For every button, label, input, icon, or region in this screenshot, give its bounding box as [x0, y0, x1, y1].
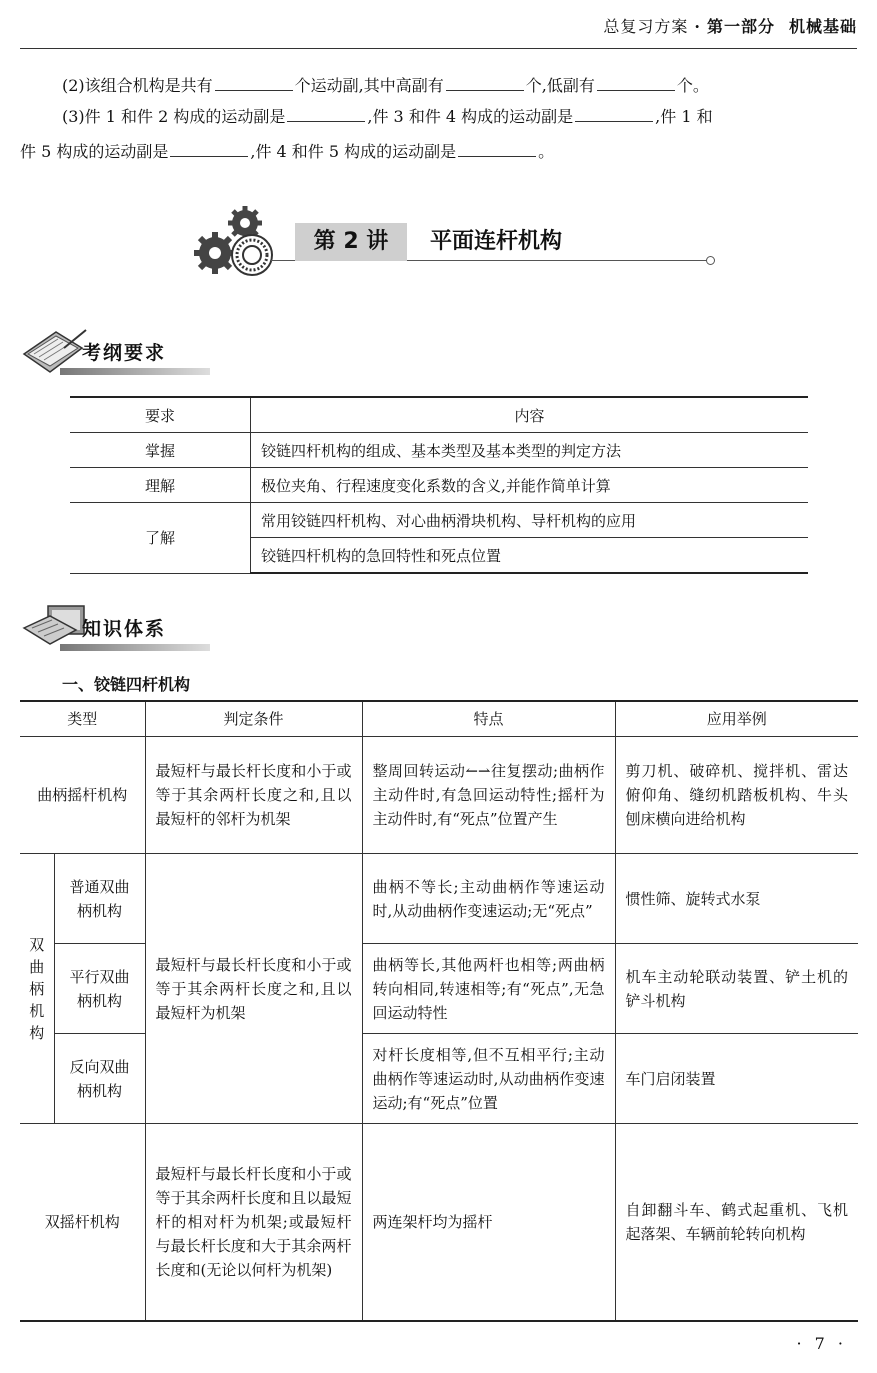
q2-text-1: (2)该组合机构是共有	[62, 76, 213, 95]
question-3-line-2	[20, 136, 857, 167]
header-part: 第一部分	[706, 17, 775, 36]
header-rule	[20, 48, 857, 49]
content-cell: 常用铰链四杆机构、对心曲柄滑块机构、导杆机构的应用	[251, 503, 809, 538]
subsection-title: 一、铰链四杆机构	[62, 675, 191, 694]
level-cell: 理解	[70, 468, 251, 503]
condition-cell: 最短杆与最长杆长度和小于或等于其余两杆长度和且以最短杆的相对杆为机架;或最短杆与最长杆长度和大于其余两杆长度和(无论以何杆为机架)	[145, 1124, 362, 1321]
q2-text-2: 个运动副,其中高副有	[294, 76, 444, 95]
content-cell: 极位夹角、行程速度变化系数的含义,并能作简单计算	[251, 468, 809, 503]
lecture-title: 平面连杆机构	[430, 229, 563, 254]
table-row	[70, 503, 808, 538]
table-row	[20, 1124, 858, 1321]
column-header: 内容	[251, 397, 809, 433]
syllabus-heading-label: 考纲要求	[82, 342, 167, 364]
q3-text-2: ,件 3 和件 4 构成的运动副是	[367, 107, 574, 126]
type-cell: 反向双曲柄机构	[54, 1034, 145, 1124]
column-header: 要求	[70, 397, 251, 433]
q3-text-5: ,件 4 和件 5 构成的运动副是	[250, 142, 457, 161]
type-cell: 双摇杆机构	[20, 1124, 145, 1321]
header-separator: ·	[694, 17, 701, 36]
feature-cell: 曲柄等长,其他两杆也相等;两曲柄转向相同,转速相等;有“死点”,无急回运动特性	[362, 944, 615, 1034]
answer-blank	[597, 72, 675, 91]
syllabus-table	[70, 396, 808, 574]
examples-cell: 自卸翻斗车、鹤式起重机、飞机起落架、车辆前轮转向机构	[615, 1124, 858, 1321]
column-header: 判定条件	[145, 701, 362, 737]
table-row	[20, 737, 858, 854]
table-row	[20, 854, 858, 944]
q3-text-6: 。	[538, 142, 555, 161]
page-number: · 7 ·	[796, 1334, 847, 1353]
level-cell: 掌握	[70, 433, 251, 468]
level-cell: 了解	[70, 503, 251, 574]
condition-cell: 最短杆与最长杆长度和小于或等于其余两杆长度之和,且以最短杆的邻杆为机架	[145, 737, 362, 854]
type-cell: 平行双曲柄机构	[54, 944, 145, 1034]
answer-blank	[170, 138, 248, 157]
examples-cell: 惯性筛、旋转式水泵	[615, 854, 858, 944]
answer-blank	[458, 138, 536, 157]
condition-cell: 最短杆与最长杆长度和小于或等于其余两杆长度之和,且以最短杆为机架	[145, 854, 362, 1124]
banner-dot	[706, 256, 715, 265]
question-2	[20, 70, 857, 101]
answer-blank	[446, 72, 524, 91]
table-row	[70, 468, 808, 503]
q3-text-4: 件 5 构成的运动副是	[20, 142, 169, 161]
lecture-banner	[190, 205, 720, 280]
book-title: 总复习方案	[603, 17, 689, 36]
knowledge-heading	[20, 604, 300, 654]
q2-text-4: 个。	[676, 76, 709, 95]
answer-blank	[287, 103, 365, 122]
table-header-row	[20, 701, 858, 737]
feature-cell: 整周回转运动↼⇀往复摆动;曲柄作主动件时,有急回运动特性;摇杆为主动件时,有“死点”位置产生	[362, 737, 615, 854]
column-header: 特点	[362, 701, 615, 737]
q3-text-1: (3)件 1 和件 2 构成的运动副是	[62, 107, 286, 126]
knowledge-heading-label: 知识体系	[82, 618, 167, 640]
table-header-row	[70, 397, 808, 433]
examples-cell: 车门启闭装置	[615, 1034, 858, 1124]
type-cell: 普通双曲柄机构	[54, 854, 145, 944]
syllabus-heading	[20, 328, 300, 378]
examples-cell: 剪刀机、破碎机、搅拌机、雷达俯仰角、缝纫机踏板机构、牛头刨床横向进给机构	[615, 737, 858, 854]
heading-underbar	[60, 368, 210, 375]
q2-text-3: 个,低副有	[525, 76, 595, 95]
examples-cell: 机车主动轮联动装置、铲土机的铲斗机构	[615, 944, 858, 1034]
q3-text-3: ,件 1 和	[655, 107, 713, 126]
heading-underbar	[60, 644, 210, 651]
content-cell: 铰链四杆机构的组成、基本类型及基本类型的判定方法	[251, 433, 809, 468]
feature-cell: 曲柄不等长;主动曲柄作等速运动时,从动曲柄作变速运动;无“死点”	[362, 854, 615, 944]
running-header	[603, 14, 857, 37]
header-section: 机械基础	[788, 17, 857, 36]
content-cell: 铰链四杆机构的急回特性和死点位置	[251, 538, 809, 574]
column-header: 类型	[20, 701, 145, 737]
column-header: 应用举例	[615, 701, 858, 737]
group-label-cell: 双曲柄机构	[20, 854, 54, 1124]
answer-blank	[575, 103, 653, 122]
question-3	[20, 101, 857, 132]
type-cell: 曲柄摇杆机构	[20, 737, 145, 854]
feature-cell: 两连架杆均为摇杆	[362, 1124, 615, 1321]
knowledge-table	[20, 700, 858, 1322]
gears-icon	[190, 205, 280, 280]
table-row	[70, 433, 808, 468]
lecture-number: 第 2 讲	[295, 223, 407, 261]
answer-blank	[215, 72, 293, 91]
feature-cell: 对杆长度相等,但不互相平行;主动曲柄作等速运动时,从动曲柄作变速运动;有“死点”位置	[362, 1034, 615, 1124]
